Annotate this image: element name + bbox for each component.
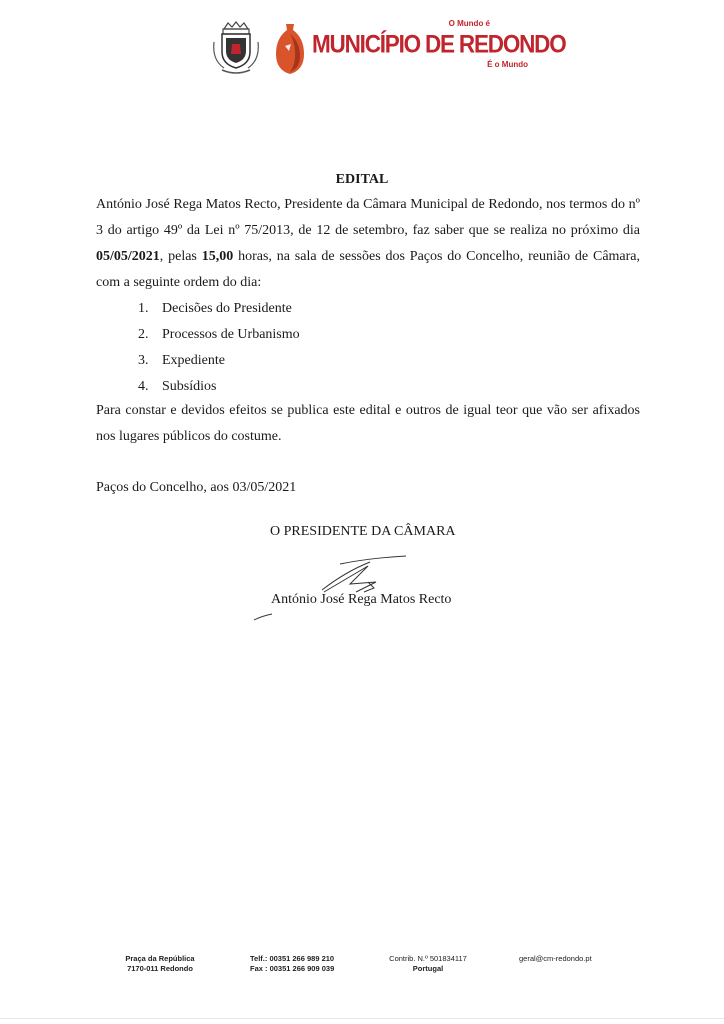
coat-of-arms-icon (210, 20, 262, 76)
agenda-item (96, 296, 640, 322)
signer-role: O PRESIDENTE DA CÂMARA (270, 524, 456, 539)
handwritten-signature (250, 552, 420, 622)
agenda-item-text: Expediente (162, 353, 225, 368)
signer-name: António José Rega Matos Recto (271, 592, 452, 607)
footer-address (110, 954, 210, 974)
footer-contacts (250, 954, 334, 974)
page-bottom-divider (0, 1018, 724, 1019)
closing-paragraph: Para constar e devidos efeitos se publica este edital e outros de igual teor que vão ser afixados nos lugares públicos do costume. (96, 403, 640, 444)
footer-fax: Fax : 00351 266 909 039 (250, 964, 335, 973)
agenda-item (96, 374, 640, 400)
footer-tax-id: Contrib. N.º 501834117 (389, 954, 467, 963)
footer-address-line2: 7170-011 Redondo (127, 964, 193, 973)
footer-phone: Telf.: 00351 266 989 210 (250, 954, 335, 963)
agenda-item-text: Processos de Urbanismo (162, 327, 300, 342)
meeting-time: 15,00 (201, 249, 234, 264)
document-title: EDITAL (335, 172, 389, 187)
agenda-item-number: 1. (138, 301, 149, 316)
footer-address-line1: Praça da República (125, 954, 195, 963)
intro-paragraph (96, 192, 640, 296)
brand-tagline-bottom: É o Mundo (487, 60, 528, 69)
agenda-list (96, 296, 640, 400)
intro-text-mid: , pelas (159, 249, 202, 264)
footer-country: Portugal (412, 964, 444, 973)
footer-email: geral@cm-redondo.pt (519, 954, 592, 963)
meeting-date: 05/05/2021 (96, 249, 160, 264)
footer-tax (383, 954, 473, 974)
brand-tagline-top: O Mundo é (448, 19, 490, 28)
letterhead (0, 0, 724, 90)
agenda-item-number: 2. (138, 327, 149, 342)
brand-wordmark: MUNICÍPIO DE REDONDO (312, 30, 566, 58)
agenda-item-number: 3. (138, 353, 149, 368)
intro-text: António José Rega Matos Recto, Presidente da Câmara Municipal de Redondo, nos termos do nº 3 do artigo 49º da Lei nº 75/2013, de 12 de setembro, faz saber que se realiza no próximo dia (96, 197, 640, 238)
place-and-date: Paços do Concelho, aos 03/05/2021 (96, 480, 297, 495)
intro-text-end: horas, na sala de sessões dos Paços do Concelho, reunião de Câmara, com a seguinte ordem do dia: (96, 249, 641, 290)
agenda-item-number: 4. (138, 379, 149, 394)
agenda-item (96, 322, 640, 348)
agenda-item-text: Decisões do Presidente (162, 301, 292, 316)
agenda-item-text: Subsídios (162, 379, 217, 394)
agenda-item (96, 348, 640, 374)
clay-jar-logo-icon (270, 20, 310, 76)
